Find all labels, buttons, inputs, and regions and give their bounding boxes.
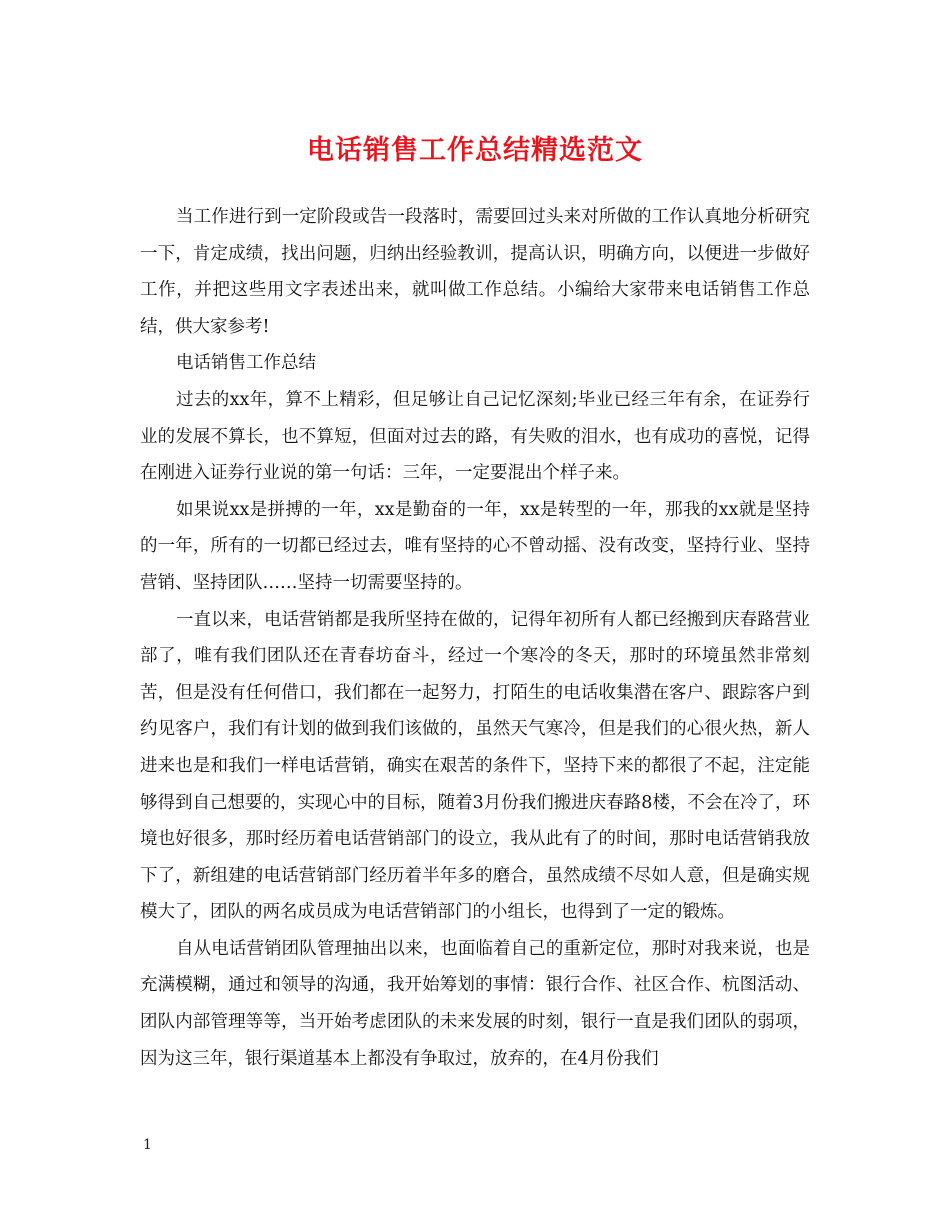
page-number: 1 (143, 1137, 152, 1153)
paragraph: 自从电话营销团队管理抽出以来，也面临着自己的重新定位，那时对我来说，也是充满模糊，通过和领导的沟通，我开始筹划的事情：银行合作、社区合作、杭图活动、团队内部管理等等，当开始考虑团队的未来发展的时刻，银行一直是我们团队的弱项，因为这三年，银行渠道基本上都没有争取过，放弃的，在4月份我们 (140, 938, 810, 1069)
paragraph: 如果说xx是拼搏的一年，xx是勤奋的一年，xx是转型的一年，那我的xx就是坚持的一年，所有的一切都已经过去，唯有坚持的心不曾动摇、没有改变，坚持行业、坚持营销、坚持团队……坚持一切需要坚持的。 (140, 499, 810, 593)
paragraph: 过去的xx年，算不上精彩，但足够让自己记忆深刻;毕业已经三年有余，在证券行业的发展不算长，也不算短，但面对过去的路，有失败的泪水，也有成功的喜悦，记得在刚进入证券行业说的第一句话：三年，一定要混出个样子来。 (140, 389, 810, 484)
paragraph: 一直以来，电话营销都是我所坚持在做的，记得年初所有人都已经搬到庆春路营业部了，唯有我们团队还在青春坊奋斗，经过一个寒冷的冬天，那时的环境虽然非常刻苦，但是没有任何借口，我们都在一起努力，打陌生的电话收集潜在客户、跟踪客户到约见客户，我们有计划的做到我们该做的，虽然天气寒冷，但是我们的心很火热，新人进来也是和我们一样电话营销，确实在艰苦的条件下，坚持下来的都很了不起，注定能够得到自己想要的，实现心中的目标，随着3月份我们搬进庆春路8楼，不会在冷了，环境也好很多，那时经历着电话营销部门的设立，我从此有了的时间，那时电话营销我放下了，新组建的电话营销部门经历着半年多的磨合，虽然成绩不尽如人意，但是确实规模大了，团队的两名成员成为电话营销部门的小组长，也得到了一定的锻炼。 (140, 609, 810, 923)
document-body (140, 199, 810, 1077)
section-heading: 电话销售工作总结 (176, 353, 316, 374)
document-title: 电话销售工作总结精选范文 (307, 135, 643, 166)
paragraph-intro: 当工作进行到一定阶段或告一段落时，需要回过头来对所做的工作认真地分析研究一下，肯定成绩，找出问题，归纳出经验教训，提高认识，明确方向，以便进一步做好工作，并把这些用文字表述出来，就叫做工作总结。小编给大家带来电话销售工作总结，供大家参考! (140, 207, 810, 337)
